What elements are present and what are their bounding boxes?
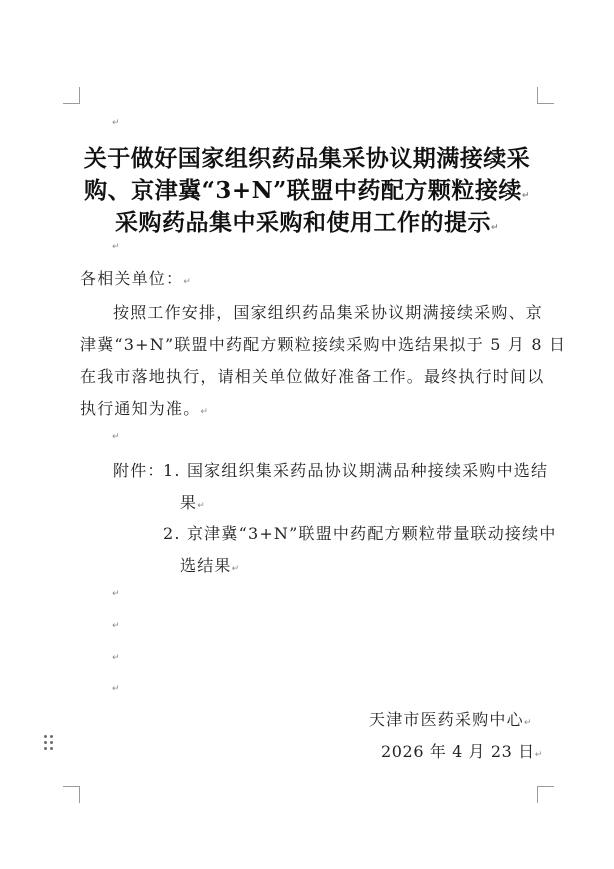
signature-date: 2026 年 4 月 23 日↵	[381, 742, 543, 761]
paragraph-mark: ↵	[183, 277, 192, 287]
paragraph-mark: ↵	[200, 407, 210, 417]
attachment-number: 1.	[163, 461, 181, 480]
body-line-3: 在我市落地执行，请相关单位做好准备工作。最终执行时间以	[80, 367, 545, 386]
paragraph-mark: ↵	[490, 223, 500, 233]
body-line-1: 按照工作安排，国家组织药品集采协议期满接续采购、京	[113, 303, 544, 322]
attachment-number: 2.	[163, 524, 181, 543]
paragraph-mark: ↵	[534, 750, 543, 760]
attachment-1	[163, 458, 548, 481]
signature-organization: 天津市医药采购中心↵	[369, 710, 533, 729]
empty-paragraph: ↵	[112, 118, 120, 128]
attachment-2-continuation: 选结果↵	[180, 556, 241, 575]
page-corner-mark-bottom-right	[537, 786, 554, 803]
empty-paragraph: ↵	[112, 242, 120, 252]
attachment-title: 京津冀“3+N”联盟中药配方颗粒带量联动接续中	[186, 524, 557, 543]
paragraph-mark: ↵	[521, 191, 530, 201]
document-title-line-1: 关于做好国家组织药品集采协议期满接续采	[83, 145, 531, 172]
body-line-2: 津冀“3+N”联盟中药配方颗粒接续采购中选结果拟于 5 月 8 日	[80, 335, 567, 354]
document-title-line-3: 采购药品集中采购和使用工作的提示↵	[114, 209, 500, 236]
page-corner-mark-top-right	[537, 87, 554, 104]
paragraph-mark: ↵	[523, 718, 533, 728]
empty-paragraph: ↵	[112, 589, 120, 599]
attachment-2	[163, 521, 557, 544]
paragraph-mark: ↵	[231, 564, 241, 574]
body-line-4: 执行通知为准。↵	[80, 399, 210, 418]
paragraph-drag-handle-icon[interactable]	[44, 735, 54, 751]
attachment-title: 国家组织集采药品协议期满品种接续采购中选结	[186, 461, 549, 480]
empty-paragraph: ↵	[112, 684, 120, 694]
paragraph-mark: ↵	[197, 501, 206, 511]
empty-paragraph: ↵	[112, 653, 120, 663]
document-title-line-2: 购、京津冀“3+N”联盟中药配方颗粒接续↵	[84, 177, 530, 204]
page-corner-mark-bottom-left	[63, 786, 80, 803]
empty-paragraph: ↵	[112, 432, 120, 442]
attachment-label: 附件：	[113, 461, 165, 480]
attachment-1-continuation: 果↵	[180, 493, 206, 512]
page-corner-mark-top-left	[63, 87, 80, 104]
empty-paragraph: ↵	[112, 621, 120, 631]
salutation: 各相关单位：↵	[80, 269, 192, 288]
